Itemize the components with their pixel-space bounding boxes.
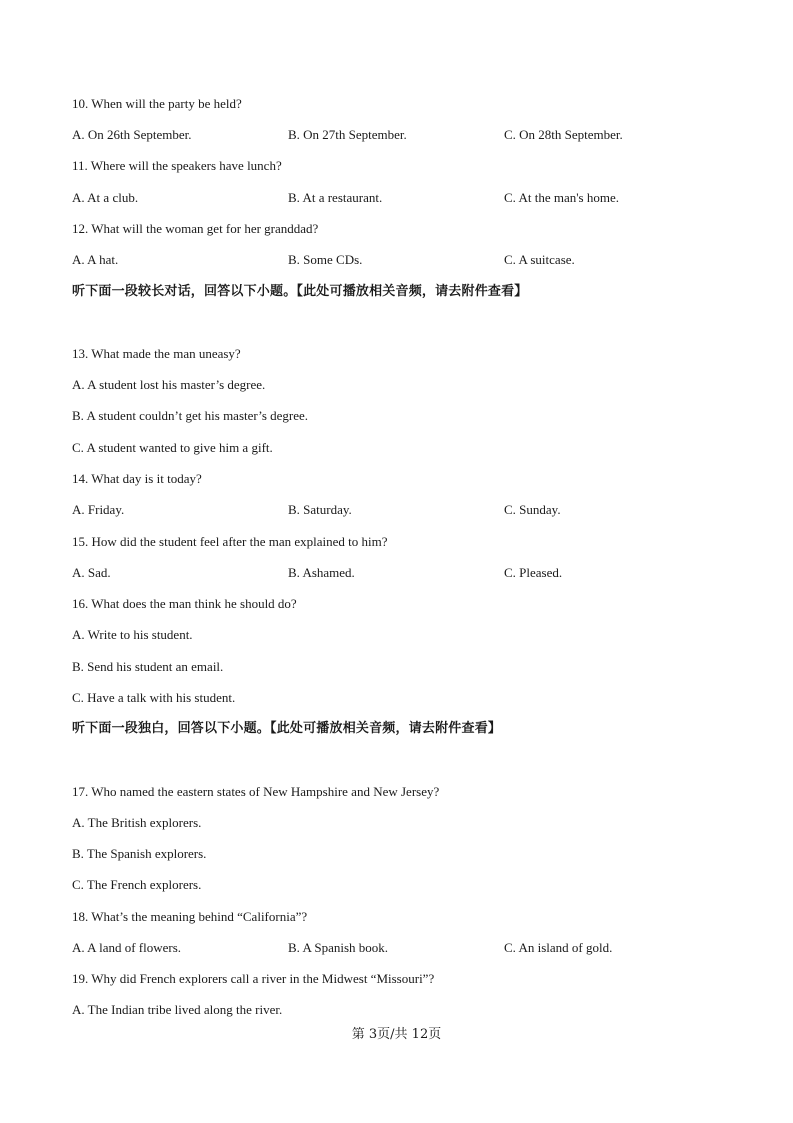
option-a: A. A hat. (72, 252, 119, 267)
option-c: C. Have a talk with his student. (72, 690, 236, 705)
page-number-footer: 第 3页/共 12页 (351, 1027, 442, 1042)
question-12-options (72, 252, 722, 268)
question-17: 17. Who named the eastern states of New Hampshire and New Jersey? (72, 784, 440, 799)
option-b: B. A Spanish book. (288, 940, 389, 955)
option-a: A. On 26th September. (72, 127, 192, 142)
option-b: B. Saturday. (288, 502, 352, 517)
option-c: C. Sunday. (504, 502, 561, 517)
question-13: 13. What made the man uneasy? (72, 346, 241, 361)
option-b: B. Ashamed. (288, 565, 355, 580)
section-instruction-dialogue: 听下面一段较长对话，回答以下小题。【此处可播放相关音频，请去附件查看】 (72, 284, 528, 299)
option-b: B. On 27th September. (288, 127, 407, 142)
option-c: C. An island of gold. (504, 940, 613, 955)
section-instruction-monologue: 听下面一段独白，回答以下小题。【此处可播放相关音频，请去附件查看】 (72, 721, 502, 736)
question-15-options (72, 565, 722, 581)
question-18-options (72, 940, 722, 956)
option-c: C. A suitcase. (504, 252, 575, 267)
option-b: B. Some CDs. (288, 252, 363, 267)
question-11-options (72, 190, 722, 206)
question-19: 19. Why did French explorers call a river in the Midwest “Missouri”? (72, 971, 435, 986)
question-12: 12. What will the woman get for her granddad? (72, 221, 319, 236)
option-c: C. The French explorers. (72, 877, 202, 892)
option-b: B. Send his student an email. (72, 659, 224, 674)
option-c: C. A student wanted to give him a gift. (72, 440, 273, 455)
option-a: A. The British explorers. (72, 815, 202, 830)
option-a: A. A land of flowers. (72, 940, 182, 955)
question-10: 10. When will the party be held? (72, 96, 242, 111)
option-a: A. A student lost his master’s degree. (72, 377, 266, 392)
option-b: B. At a restaurant. (288, 190, 383, 205)
question-18: 18. What’s the meaning behind “California”? (72, 909, 308, 924)
question-16: 16. What does the man think he should do? (72, 596, 297, 611)
question-14: 14. What day is it today? (72, 471, 202, 486)
option-c: C. At the man's home. (504, 190, 620, 205)
option-a: A. Write to his student. (72, 627, 193, 642)
question-14-options (72, 502, 722, 518)
option-c: C. Pleased. (504, 565, 563, 580)
option-b: B. The Spanish explorers. (72, 846, 207, 861)
option-b: B. A student couldn’t get his master’s degree. (72, 408, 309, 423)
option-c: C. On 28th September. (504, 127, 623, 142)
option-a: A. At a club. (72, 190, 139, 205)
question-11: 11. Where will the speakers have lunch? (72, 158, 282, 173)
option-a: A. Friday. (72, 502, 125, 517)
option-a: A. The Indian tribe lived along the river. (72, 1002, 283, 1017)
question-15: 15. How did the student feel after the man explained to him? (72, 534, 388, 549)
option-a: A. Sad. (72, 565, 111, 580)
question-10-options (72, 127, 722, 143)
